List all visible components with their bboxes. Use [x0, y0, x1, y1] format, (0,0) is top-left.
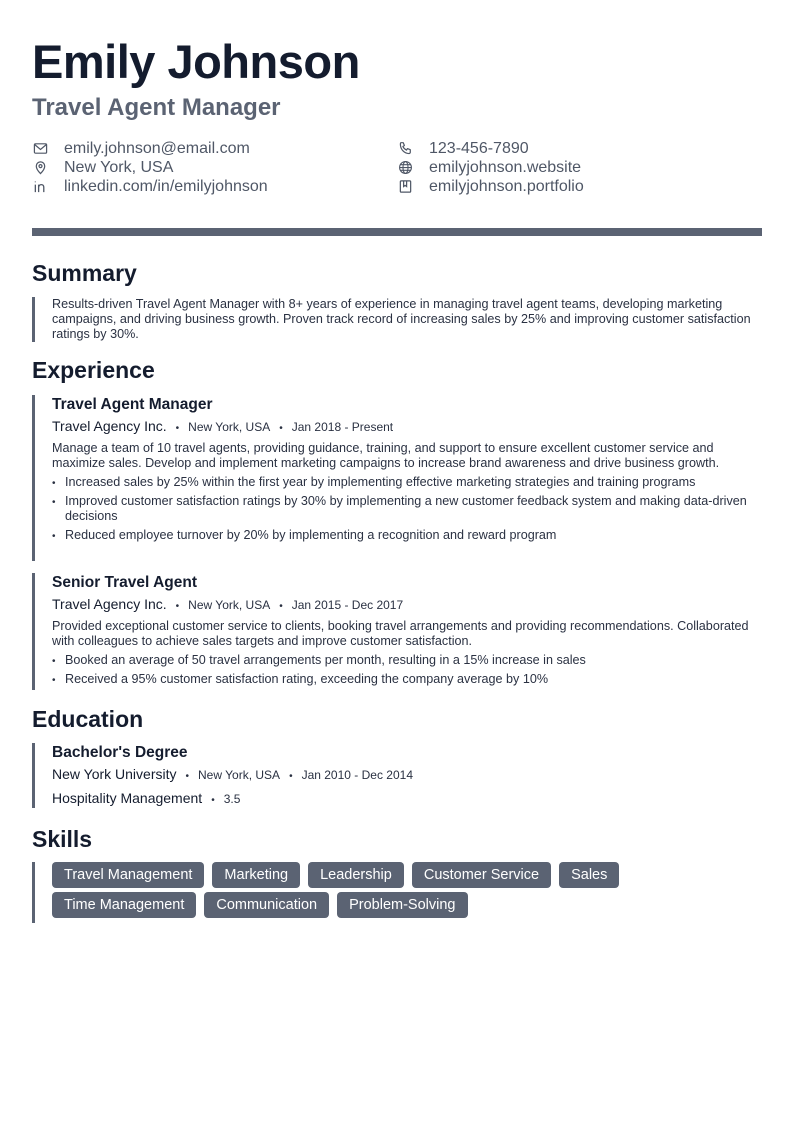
- list-item: • Improved customer satisfaction ratings by 30% by implementing a new customer feedback system and making data-driven decisions: [52, 494, 762, 524]
- contact-location: [32, 158, 173, 177]
- job-achievements: [52, 475, 762, 543]
- globe-icon: [397, 160, 413, 176]
- bookmark-icon: [397, 179, 413, 195]
- education-meta: New York University • New York, USA • Jan 2010 - Dec 2014: [52, 765, 762, 786]
- skill-tag: Customer Service: [412, 862, 551, 888]
- education-field-row: Hospitality Management • 3.5: [52, 789, 762, 810]
- summary-text: Results-driven Travel Agent Manager with 8+ years of experience in managing travel agent teams, developing marketing campaigns, and driving business growth. Proven track record of increasing sales by 25% and improving customer satisfaction ratings by 30%.: [52, 297, 751, 341]
- skills-heading: Skills: [32, 826, 93, 852]
- skill-tag: Leadership: [308, 862, 404, 888]
- list-item: • Reduced employee turnover by 20% by implementing a recognition and reward program: [52, 528, 762, 543]
- header-divider: [32, 228, 762, 236]
- candidate-title: Travel Agent Manager: [32, 94, 281, 121]
- skills-list: [52, 862, 762, 922]
- job-company: Travel Agency Inc.: [52, 418, 167, 434]
- mail-icon: [32, 141, 48, 157]
- education-item: [32, 743, 762, 808]
- contact-email[interactable]: [32, 139, 250, 158]
- experience-item: [32, 573, 762, 690]
- contact-linkedin-text: linkedin.com/in/emilyjohnson: [64, 177, 268, 195]
- job-achievements: [52, 653, 762, 687]
- education-school: New York University: [52, 766, 177, 782]
- education-heading: Education: [32, 706, 144, 732]
- summary-heading: Summary: [32, 260, 137, 286]
- contact-phone[interactable]: [397, 139, 529, 158]
- contact-email-text: emily.johnson@email.com: [64, 139, 250, 157]
- education-gpa: 3.5: [223, 792, 241, 806]
- list-item: • Received a 95% customer satisfaction rating, exceeding the company average by 10%: [52, 672, 762, 687]
- job-title: Travel Agent Manager: [52, 396, 213, 413]
- contact-website[interactable]: [397, 158, 581, 177]
- contact-website-text: emilyjohnson.website: [429, 158, 582, 176]
- job-location: New York, USA: [188, 598, 271, 612]
- contact-linkedin[interactable]: [32, 177, 268, 196]
- job-description: Provided exceptional customer service to clients, booking travel arrangements and providing recommendations. Collaborated with colleagues to achieve sales targets and improve customer satisfaction.: [52, 619, 749, 648]
- skill-tag: Time Management: [52, 892, 196, 918]
- contact-portfolio[interactable]: [397, 177, 584, 196]
- job-location: New York, USA: [188, 420, 271, 434]
- list-item: • Booked an average of 50 travel arrangements per month, resulting in a 15% increase in sales: [52, 653, 762, 668]
- education-degree: Bachelor's Degree: [52, 744, 188, 761]
- job-description: Manage a team of 10 travel agents, providing guidance, training, and support to ensure excellent customer service and maximize sales. Develop and implement marketing campaigns to increase brand awareness and drive business growth.: [52, 441, 720, 470]
- skill-tag: Sales: [559, 862, 619, 888]
- job-meta: Travel Agency Inc. • New York, USA • Jan 2018 - Present: [52, 417, 762, 438]
- contact-phone-text: 123-456-7890: [429, 139, 529, 157]
- experience-item: [32, 395, 762, 561]
- linkedin-icon: [32, 179, 48, 195]
- education-dates: Jan 2010 - Dec 2014: [301, 768, 413, 782]
- job-dates: Jan 2018 - Present: [291, 420, 394, 434]
- job-meta: Travel Agency Inc. • New York, USA • Jan 2015 - Dec 2017: [52, 595, 762, 616]
- contact-portfolio-text: emilyjohnson.portfolio: [429, 177, 584, 195]
- job-company: Travel Agency Inc.: [52, 596, 167, 612]
- phone-icon: [397, 141, 413, 157]
- contact-location-text: New York, USA: [64, 158, 174, 176]
- candidate-name: Emily Johnson: [32, 35, 360, 88]
- skill-tag: Travel Management: [52, 862, 204, 888]
- job-dates: Jan 2015 - Dec 2017: [291, 598, 404, 612]
- location-pin-icon: [32, 160, 48, 176]
- skills-block: [32, 862, 762, 923]
- job-title: Senior Travel Agent: [52, 574, 197, 591]
- list-item: • Increased sales by 25% within the first year by implementing effective marketing strategies and training programs: [52, 475, 762, 490]
- skill-tag: Problem-Solving: [337, 892, 467, 918]
- experience-heading: Experience: [32, 357, 155, 383]
- skill-tag: Marketing: [212, 862, 300, 888]
- education-field: Hospitality Management: [52, 790, 203, 806]
- education-location: New York, USA: [198, 768, 281, 782]
- skill-tag: Communication: [204, 892, 329, 918]
- summary-block: [32, 297, 762, 342]
